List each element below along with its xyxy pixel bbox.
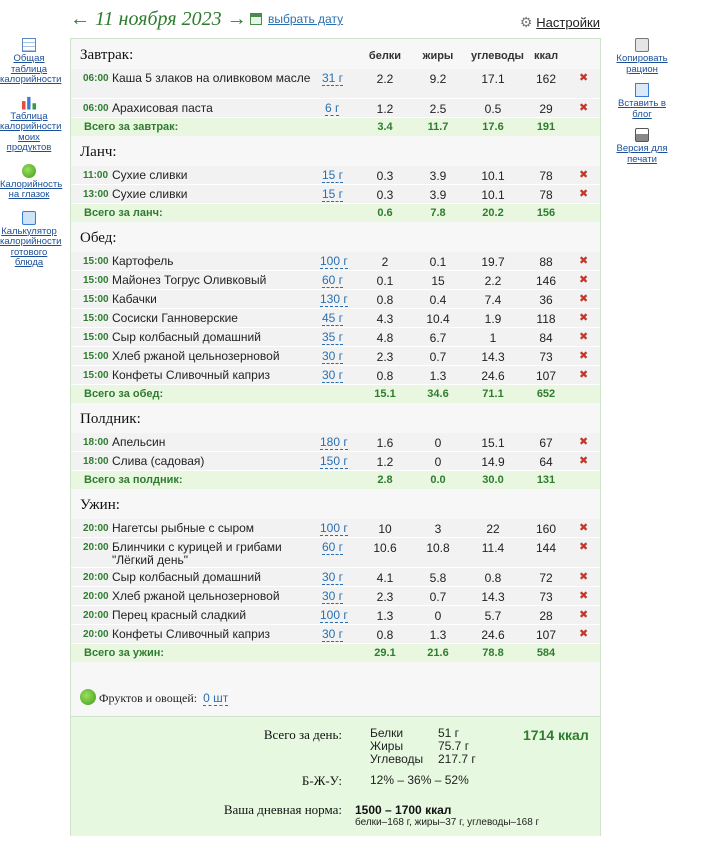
right-sidebar — [612, 38, 672, 173]
delete-icon[interactable]: ✖ — [579, 436, 589, 448]
food-protein: 4.3 — [376, 312, 394, 326]
food-fat: 9.2 — [429, 72, 447, 86]
food-protein: 0.8 — [376, 369, 394, 383]
fat-total: 75.7 г — [438, 739, 470, 753]
food-kcal: 118 — [536, 312, 556, 326]
settings-link[interactable] — [520, 14, 600, 31]
right-sidebar-item-label[interactable]: Копировать рацион — [616, 53, 668, 75]
total-fat: 0.0 — [430, 474, 446, 486]
food-row — [71, 290, 600, 309]
food-kcal: 144 — [535, 541, 557, 555]
column-header-protein: белки — [368, 50, 402, 62]
food-fat: 1.3 — [429, 628, 447, 642]
food-protein: 0.1 — [376, 274, 394, 288]
meal-time: 06:00 — [83, 103, 109, 114]
meal-section — [71, 489, 600, 662]
food-kcal: 36 — [539, 293, 553, 307]
calculator-icon — [22, 211, 36, 225]
food-carbs: 14.9 — [481, 455, 505, 469]
food-carbs: 7.4 — [484, 293, 502, 307]
food-kcal: 72 — [539, 571, 553, 585]
meal-time: 15:00 — [83, 313, 109, 324]
food-weight[interactable]: 180 г — [320, 435, 348, 449]
date-navigation — [70, 8, 247, 31]
meal-total-row — [71, 204, 600, 222]
food-name: Конфеты Сливочный каприз — [112, 627, 271, 641]
apple-icon — [22, 164, 36, 178]
total-protein: 2.8 — [377, 474, 393, 486]
food-fat: 10.4 — [426, 312, 450, 326]
delete-icon[interactable]: ✖ — [579, 72, 589, 84]
left-sidebar-item-1[interactable] — [0, 96, 62, 154]
delete-icon[interactable]: ✖ — [579, 590, 589, 602]
copy-icon — [635, 38, 649, 52]
food-name: Хлеб ржаной цельнозерновой — [112, 589, 280, 603]
food-protein: 1.6 — [376, 436, 394, 450]
food-kcal: 28 — [539, 609, 553, 623]
food-name: Хлеб ржаной цельнозерновой — [112, 349, 280, 363]
food-protein: 10 — [378, 522, 392, 536]
food-kcal: 107 — [535, 369, 557, 383]
food-fat: 0.7 — [429, 350, 447, 364]
food-name: Кабачки — [112, 292, 157, 306]
meal-total-row — [71, 118, 600, 136]
meal-time: 15:00 — [83, 332, 109, 343]
total-fat: 7.8 — [430, 207, 446, 219]
food-carbs: 24.6 — [481, 369, 505, 383]
food-row — [71, 185, 600, 204]
food-name: Сухие сливки — [112, 187, 188, 201]
right-sidebar-item-label[interactable]: Вставить в блог — [618, 98, 666, 120]
right-sidebar-item-0[interactable] — [612, 38, 672, 75]
food-carbs: 11.4 — [481, 541, 505, 555]
delete-icon[interactable]: ✖ — [579, 188, 589, 200]
delete-icon[interactable]: ✖ — [579, 255, 589, 267]
meal-total-label: Всего за завтрак: — [84, 121, 179, 133]
norm-kcal: 1500 – 1700 ккал — [355, 803, 452, 817]
column-header-kcal: ккал — [533, 50, 559, 62]
food-kcal: 78 — [539, 188, 553, 202]
meal-header — [71, 403, 600, 433]
delete-icon[interactable]: ✖ — [579, 455, 589, 467]
food-carbs: 1.9 — [484, 312, 502, 326]
fat-name: Жиры — [370, 739, 404, 753]
blog-icon — [635, 83, 649, 97]
food-name: Слива (садовая) — [112, 454, 205, 468]
kcal-total: 1714 ккал — [523, 727, 589, 743]
meal-section — [71, 136, 600, 222]
food-fat: 0 — [434, 436, 442, 450]
food-row — [71, 625, 600, 644]
pick-date-label[interactable]: выбрать дату — [268, 12, 344, 26]
total-protein: 0.6 — [377, 207, 393, 219]
food-name: Арахисовая паста — [112, 101, 213, 115]
left-sidebar-item-3[interactable] — [0, 211, 62, 269]
meal-total-row — [71, 471, 600, 489]
day-total-label: Всего за день: — [263, 727, 342, 742]
meals-list — [71, 39, 600, 662]
food-protein: 1.2 — [376, 455, 394, 469]
total-protein: 3.4 — [377, 121, 393, 133]
meal-section — [71, 39, 600, 136]
food-kcal: 88 — [539, 255, 553, 269]
meal-time: 06:00 — [83, 73, 109, 84]
total-kcal: 131 — [536, 474, 556, 486]
food-carbs: 17.1 — [481, 72, 505, 86]
left-sidebar-item-0[interactable] — [0, 38, 62, 86]
food-weight[interactable]: 45 г — [322, 311, 344, 325]
food-row — [71, 366, 600, 385]
meal-total-label: Всего за полдник: — [84, 474, 183, 486]
food-fat: 10.8 — [426, 541, 450, 555]
meal-header — [71, 489, 600, 519]
total-carbs: 30.0 — [482, 474, 504, 486]
meal-header — [71, 136, 600, 166]
total-kcal: 156 — [536, 207, 556, 219]
date-header — [70, 8, 600, 34]
total-carbs: 78.8 — [482, 647, 504, 659]
delete-icon[interactable]: ✖ — [579, 312, 589, 324]
food-kcal: 73 — [539, 350, 553, 364]
food-name: Апельсин — [112, 435, 166, 449]
table-icon — [22, 38, 36, 52]
food-name: Сыр колбасный домашний — [112, 570, 261, 584]
food-fat: 5.8 — [429, 571, 447, 585]
norm-label: Ваша дневная норма: — [223, 802, 342, 817]
delete-icon[interactable]: ✖ — [579, 293, 589, 305]
food-carbs: 14.3 — [481, 590, 505, 604]
gear-icon: ⚙ — [519, 14, 533, 30]
food-protein: 2.3 — [376, 350, 394, 364]
food-carbs: 0.5 — [484, 102, 502, 116]
meal-title: Обед: — [80, 230, 117, 246]
food-fat: 3 — [434, 522, 442, 536]
nutrient-values — [438, 727, 476, 766]
food-carbs: 10.1 — [481, 169, 505, 183]
fruit-label: Фруктов и овощей: — [99, 691, 198, 705]
total-kcal: 652 — [536, 388, 556, 400]
meal-title: Полдник: — [80, 411, 141, 427]
meal-time: 20:00 — [83, 610, 109, 621]
food-carbs: 15.1 — [481, 436, 505, 450]
food-carbs: 10.1 — [481, 188, 505, 202]
protein-total: 51 г — [438, 726, 460, 740]
meal-section — [71, 222, 600, 403]
food-row — [71, 538, 600, 568]
meal-time: 20:00 — [83, 523, 109, 534]
meal-time: 15:00 — [83, 294, 109, 305]
food-kcal: 67 — [539, 436, 553, 450]
food-protein: 2 — [381, 255, 389, 269]
food-weight[interactable]: 30 г — [322, 589, 344, 603]
food-kcal: 29 — [539, 102, 553, 116]
fruit-counter — [80, 689, 228, 706]
food-protein: 4.1 — [376, 571, 394, 585]
food-kcal: 84 — [539, 331, 553, 345]
protein-name: Белки — [370, 726, 404, 740]
food-protein: 2.3 — [376, 590, 394, 604]
food-weight[interactable]: 15 г — [322, 168, 344, 182]
meal-total-label: Всего за ланч: — [84, 207, 163, 219]
food-weight[interactable]: 15 г — [322, 187, 344, 201]
food-weight[interactable]: 30 г — [322, 570, 344, 584]
column-header-carbs: углеводы — [471, 50, 524, 62]
total-carbs: 71.1 — [482, 388, 504, 400]
food-protein: 4.8 — [376, 331, 394, 345]
settings-label[interactable]: Настройки — [536, 15, 600, 30]
food-row — [71, 568, 600, 587]
food-protein: 0.8 — [376, 293, 394, 307]
meal-total-row — [71, 385, 600, 403]
food-kcal: 78 — [539, 169, 553, 183]
food-name: Конфеты Сливочный каприз — [112, 368, 271, 382]
food-carbs: 5.7 — [484, 609, 502, 623]
food-row — [71, 328, 600, 347]
norm-detail: белки–168 г, жиры–37 г, углеводы–168 г — [355, 817, 540, 828]
delete-icon[interactable]: ✖ — [579, 102, 589, 114]
delete-icon[interactable]: ✖ — [579, 331, 589, 343]
total-fat: 21.6 — [427, 647, 449, 659]
meal-total-label: Всего за ужин: — [84, 647, 165, 659]
food-weight[interactable]: 60 г — [322, 540, 344, 554]
nutrient-names — [370, 727, 423, 766]
food-weight[interactable]: 60 г — [322, 273, 344, 287]
food-weight[interactable]: 150 г — [320, 454, 348, 468]
food-weight[interactable]: 30 г — [322, 627, 344, 641]
meal-time: 18:00 — [83, 437, 109, 448]
meal-header — [71, 222, 600, 252]
food-protein: 10.6 — [373, 541, 397, 555]
food-weight[interactable]: 30 г — [322, 349, 344, 363]
carbs-total: 217.7 г — [438, 752, 476, 766]
food-carbs: 24.6 — [481, 628, 505, 642]
meal-title: Завтрак: — [80, 47, 134, 63]
current-date: 11 ноября 2023 — [95, 8, 222, 30]
left-sidebar — [0, 38, 63, 279]
food-weight[interactable]: 100 г — [320, 521, 348, 535]
food-weight[interactable]: 31 г — [322, 71, 344, 85]
meal-time: 18:00 — [83, 456, 109, 467]
food-fat: 1.3 — [429, 369, 447, 383]
food-weight[interactable]: 100 г — [320, 254, 348, 268]
meal-title: Ланч: — [80, 144, 117, 160]
food-row — [71, 309, 600, 328]
right-sidebar-item-2[interactable] — [612, 128, 672, 165]
food-name: Перец красный сладкий — [112, 608, 247, 622]
delete-icon[interactable]: ✖ — [579, 541, 589, 553]
food-carbs: 2.2 — [484, 274, 502, 288]
delete-icon[interactable]: ✖ — [579, 571, 589, 583]
food-row — [71, 347, 600, 366]
meal-total-row — [71, 644, 600, 662]
meal-header — [71, 39, 600, 69]
food-row — [71, 519, 600, 538]
food-row — [71, 69, 600, 99]
left-sidebar-item-2[interactable] — [0, 164, 63, 201]
prev-day-arrow[interactable]: ← — [70, 8, 90, 30]
carbs-name: Углеводы — [370, 752, 424, 766]
delete-icon[interactable]: ✖ — [579, 350, 589, 362]
food-weight[interactable]: 100 г — [320, 608, 348, 622]
food-name: Сосиски Ганноверские — [112, 311, 238, 325]
food-name: Майонез Тогрус Оливковый — [112, 273, 267, 287]
food-fat: 0 — [434, 609, 442, 623]
food-fat: 15 — [431, 274, 445, 288]
food-name: Сухие сливки — [112, 168, 188, 182]
meal-time: 11:00 — [83, 170, 109, 181]
meal-time: 15:00 — [83, 256, 109, 267]
food-weight[interactable]: 30 г — [322, 368, 344, 382]
meal-time: 20:00 — [83, 629, 109, 640]
food-carbs: 19.7 — [481, 255, 505, 269]
food-weight[interactable]: 35 г — [322, 330, 344, 344]
food-protein: 1.2 — [376, 102, 394, 116]
meal-total-label: Всего за обед: — [84, 388, 164, 400]
total-fat: 11.7 — [427, 121, 449, 133]
food-protein: 2.2 — [376, 72, 394, 86]
food-name: Сыр колбасный домашний — [112, 330, 261, 344]
food-name: Картофель — [112, 254, 174, 268]
total-protein: 29.1 — [374, 647, 396, 659]
food-fat: 6.7 — [429, 331, 447, 345]
delete-icon[interactable]: ✖ — [579, 522, 589, 534]
delete-icon[interactable]: ✖ — [579, 274, 589, 286]
left-sidebar-item-label[interactable]: Таблица калорийности моих продуктов — [0, 110, 62, 153]
bju-ratio: 12% – 36% – 52% — [370, 773, 469, 787]
total-fat: 34.6 — [427, 388, 449, 400]
food-fat: 2.5 — [429, 102, 447, 116]
food-name: Блинчики с курицей и грибами "Лёгкий день" — [112, 540, 282, 567]
total-protein: 15.1 — [374, 388, 396, 400]
bju-label: Б-Ж-У: — [301, 773, 342, 788]
food-protein: 1.3 — [376, 609, 394, 623]
meal-time: 20:00 — [83, 591, 109, 602]
meal-time: 20:00 — [83, 542, 109, 553]
food-name: Нагетсы рыбные с сыром — [112, 521, 255, 535]
food-carbs: 0.8 — [484, 571, 502, 585]
meal-time: 13:00 — [83, 189, 109, 200]
food-carbs: 1 — [489, 331, 497, 345]
food-kcal: 64 — [539, 455, 553, 469]
meal-title: Ужин: — [80, 497, 120, 513]
food-weight[interactable]: 130 г — [320, 292, 348, 306]
left-sidebar-item-label[interactable]: Калорийность на глазок — [0, 178, 63, 200]
food-kcal: 162 — [535, 72, 557, 86]
food-fat: 3.9 — [429, 169, 447, 183]
food-weight[interactable]: 6 г — [325, 101, 340, 115]
food-row — [71, 252, 600, 271]
meal-time: 15:00 — [83, 275, 109, 286]
food-name: Каша 5 злаков на оливковом масле — [112, 71, 311, 85]
total-carbs: 17.6 — [482, 121, 504, 133]
right-sidebar-item-1[interactable] — [612, 83, 672, 120]
food-kcal: 146 — [535, 274, 557, 288]
left-sidebar-item-label[interactable]: Общая таблица калорийности — [0, 53, 62, 85]
food-fat: 3.9 — [429, 188, 447, 202]
food-row — [71, 587, 600, 606]
food-protein: 0.3 — [376, 169, 394, 183]
column-header-fat: жиры — [422, 50, 454, 62]
next-day-arrow[interactable]: → — [226, 8, 247, 30]
delete-icon[interactable]: ✖ — [579, 628, 589, 640]
meal-time: 15:00 — [83, 370, 109, 381]
food-protein: 0.8 — [376, 628, 394, 642]
right-sidebar-item-label[interactable]: Версия для печати — [616, 143, 668, 165]
day-summary — [71, 716, 600, 836]
calendar-icon — [250, 13, 262, 25]
left-sidebar-item-label[interactable]: Калькулятор калорийности готового блюда — [0, 225, 62, 268]
food-kcal: 160 — [535, 522, 557, 536]
delete-icon[interactable]: ✖ — [579, 169, 589, 181]
food-carbs: 22 — [486, 522, 500, 536]
meal-time: 15:00 — [83, 351, 109, 362]
delete-icon[interactable]: ✖ — [579, 609, 589, 621]
total-kcal: 584 — [536, 647, 556, 659]
meal-time: 20:00 — [83, 572, 109, 583]
food-kcal: 107 — [535, 628, 557, 642]
food-row — [71, 433, 600, 452]
food-fat: 0.1 — [429, 255, 447, 269]
food-fat: 0.7 — [429, 590, 447, 604]
apple-icon — [80, 689, 96, 705]
printer-icon — [635, 128, 649, 142]
bar-chart-icon — [22, 96, 36, 110]
food-carbs: 14.3 — [481, 350, 505, 364]
total-kcal: 191 — [536, 121, 556, 133]
fruit-count[interactable]: 0 шт — [203, 691, 229, 705]
food-row — [71, 452, 600, 471]
food-row — [71, 271, 600, 290]
food-kcal: 73 — [539, 590, 553, 604]
food-row — [71, 606, 600, 625]
pick-date-link[interactable] — [250, 12, 343, 26]
food-row — [71, 166, 600, 185]
total-carbs: 20.2 — [482, 207, 504, 219]
meal-section — [71, 403, 600, 489]
food-fat: 0.4 — [429, 293, 447, 307]
food-row — [71, 99, 600, 118]
diary-panel — [70, 38, 601, 836]
food-fat: 0 — [434, 455, 442, 469]
food-protein: 0.3 — [376, 188, 394, 202]
delete-icon[interactable]: ✖ — [579, 369, 589, 381]
